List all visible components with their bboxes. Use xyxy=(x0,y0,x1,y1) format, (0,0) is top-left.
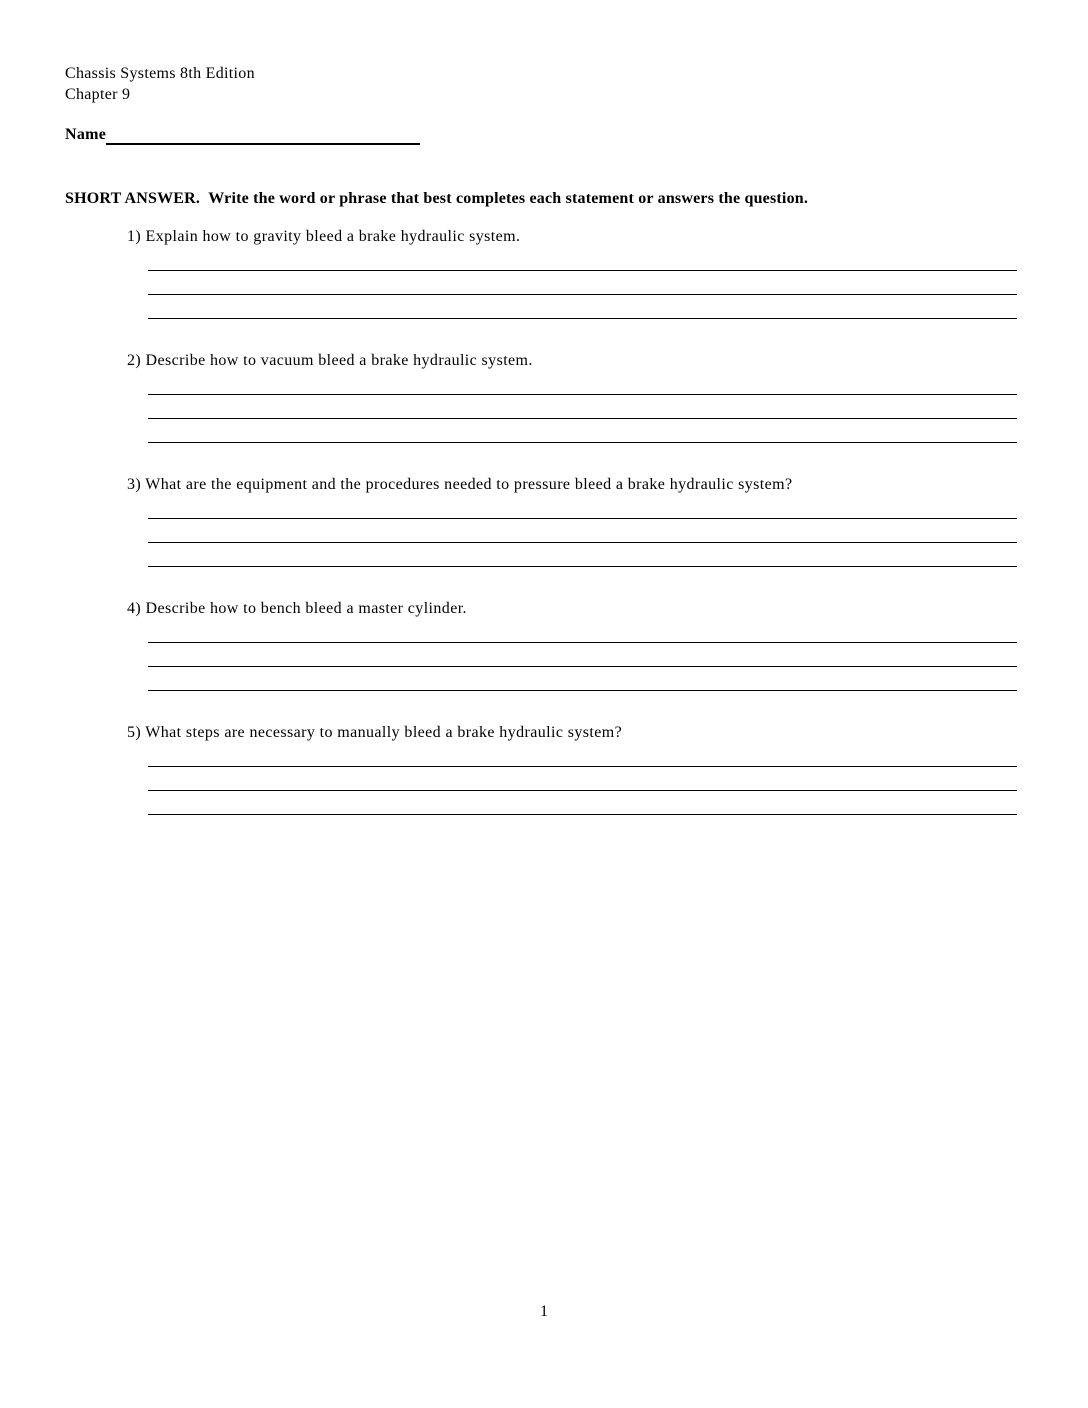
section-heading: SHORT ANSWER. Write the word or phrase that best completes each statement or answers the question. xyxy=(65,190,809,207)
document-title: Chassis Systems 8th Edition xyxy=(65,65,255,82)
answer-line xyxy=(148,271,1017,295)
answer-line xyxy=(148,519,1017,543)
name-label: Name xyxy=(65,126,107,143)
answer-line xyxy=(148,295,1017,319)
name-blank-line xyxy=(106,124,420,145)
question-text xyxy=(127,350,1017,371)
answer-line xyxy=(148,619,1017,643)
answer-line xyxy=(148,767,1017,791)
question-number: 4) xyxy=(127,600,142,617)
answer-line xyxy=(148,371,1017,395)
answer-line xyxy=(148,419,1017,443)
name-row xyxy=(65,124,420,145)
answer-line xyxy=(148,791,1017,815)
question-body: Explain how to gravity bleed a brake hydraulic system. xyxy=(145,228,521,245)
question-text xyxy=(127,598,1017,619)
answer-line xyxy=(148,495,1017,519)
question-body: What steps are necessary to manually bleed a brake hydraulic system? xyxy=(145,724,623,741)
document-chapter: Chapter 9 xyxy=(65,86,131,103)
question-block-3 xyxy=(127,474,1017,567)
question-number: 2) xyxy=(127,352,142,369)
question-text xyxy=(127,722,1017,743)
question-number: 1) xyxy=(127,228,142,245)
question-body: What are the equipment and the procedures needed to pressure bleed a brake hydraulic system? xyxy=(145,476,793,493)
answer-lines xyxy=(148,619,1017,691)
question-block-5 xyxy=(127,722,1017,815)
question-text xyxy=(127,226,1017,247)
answer-line xyxy=(148,247,1017,271)
question-block-2 xyxy=(127,350,1017,443)
page-number: 1 xyxy=(540,1303,548,1320)
question-block-1 xyxy=(127,226,1017,319)
question-number: 5) xyxy=(127,724,142,741)
answer-lines xyxy=(148,371,1017,443)
question-number: 3) xyxy=(127,476,142,493)
answer-lines xyxy=(148,247,1017,319)
answer-line xyxy=(148,643,1017,667)
answer-line xyxy=(148,395,1017,419)
questions-list xyxy=(127,226,1017,846)
answer-line xyxy=(148,543,1017,567)
answer-line xyxy=(148,667,1017,691)
question-body: Describe how to bench bleed a master cylinder. xyxy=(145,600,467,617)
question-body: Describe how to vacuum bleed a brake hydraulic system. xyxy=(145,352,533,369)
answer-line xyxy=(148,743,1017,767)
answer-lines xyxy=(148,743,1017,815)
answer-lines xyxy=(148,495,1017,567)
document-header xyxy=(65,63,255,105)
question-text xyxy=(127,474,1017,495)
question-block-4 xyxy=(127,598,1017,691)
